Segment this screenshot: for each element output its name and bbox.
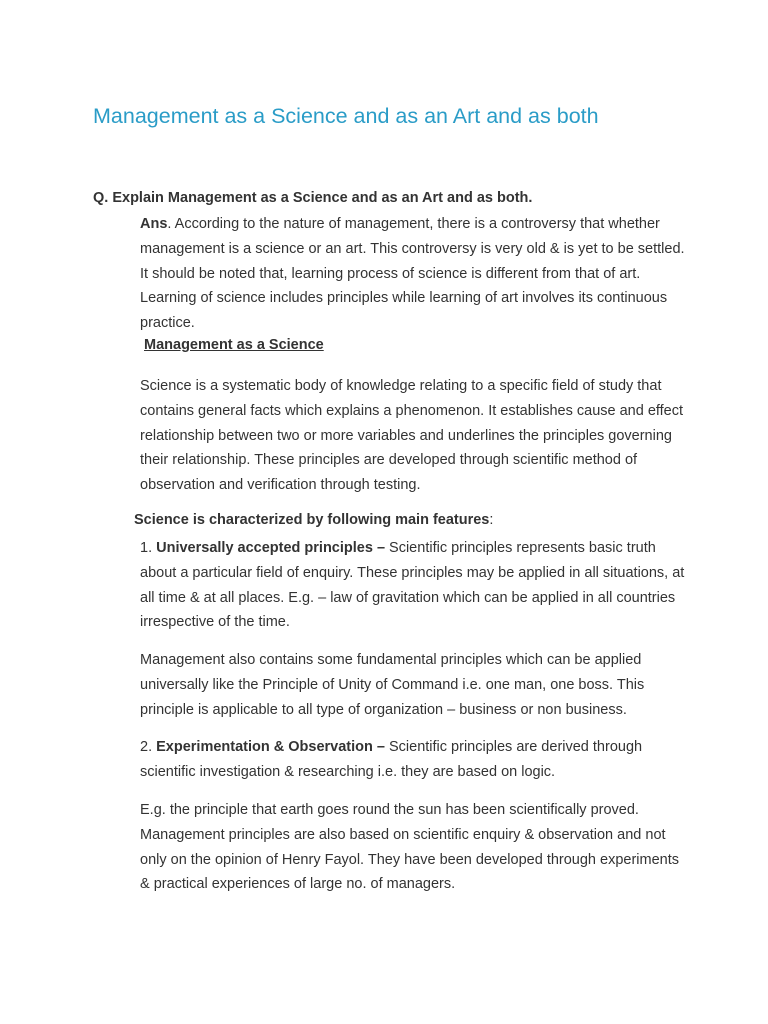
feature-1-title: Universally accepted principles – xyxy=(156,540,386,556)
features-heading-label: Science is characterized by following main features xyxy=(134,512,490,528)
feature-1-number: 1. xyxy=(140,540,157,556)
feature-2-example-paragraph: E.g. the principle that earth goes round the sun has been scientifically proved. Management principles are also based on scientific enquiry & observation and not only on the opinion of Henry Fayol. They have been developed through experiments & practical experiences of large no. of managers. xyxy=(140,802,679,893)
document-title: Management as a Science and as an Art and as both xyxy=(93,104,599,128)
feature-2-number: 2. xyxy=(140,739,157,755)
answer-label: Ans xyxy=(140,216,168,232)
answer-text: . According to the nature of management, there is a controversy that whether management is a science or an art. This controversy is very old & is yet to be settled. It should be noted that, learning process of science is different from that of art. Learning of science includes principles while learning of art involves its continuous practice. xyxy=(140,216,685,332)
feature-2-text: Scientific principles are derived through scientific investigation & researching i.e. they are based on logic. xyxy=(140,739,643,780)
feature-1-management-paragraph: Management also contains some fundamental principles which can be applied universally like the Principle of Unity of Command i.e. one man, one boss. This principle is applicable to all type of organization – business or non business. xyxy=(140,652,645,718)
feature-2-title: Experimentation & Observation – xyxy=(156,739,385,755)
question-text: Q. Explain Management as a Science and as an Art and as both. xyxy=(93,190,533,206)
answer-paragraph xyxy=(140,212,688,336)
feature-1-text: Scientific principles represents basic truth about a particular field of enquiry. These principles may be applied in all situations, at all time & at all places. E.g. – law of gravitation which can be applied in all countries irrespective of the time. xyxy=(140,540,685,631)
feature-1-paragraph xyxy=(140,536,688,635)
feature-2-paragraph xyxy=(140,735,688,785)
section-heading: Management as a Science xyxy=(144,337,324,353)
science-definition-paragraph: Science is a systematic body of knowledge relating to a specific field of study that contains general facts which explains a phenomenon. It establishes cause and effect relationship between two or more variables and underlines the principles governing their relationship. These principles are developed through scientific method of observation and verification through testing. xyxy=(140,378,684,494)
features-heading xyxy=(134,512,493,528)
features-heading-suffix: : xyxy=(489,512,494,528)
